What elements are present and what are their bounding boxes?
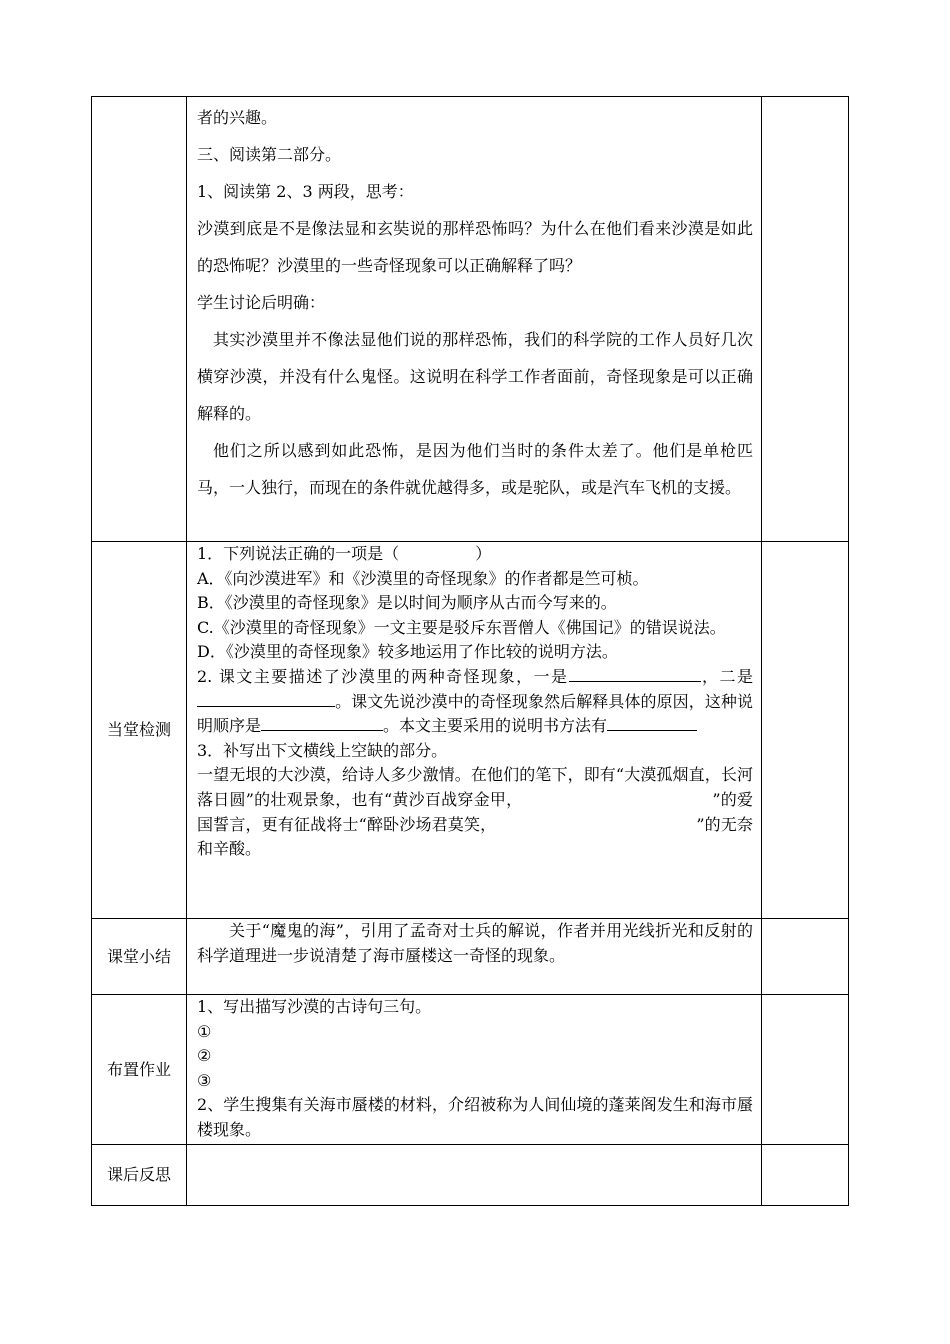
reading-line: 三、阅读第二部分。 <box>197 145 342 164</box>
homework-mark: ③ <box>197 1070 212 1090</box>
reading-content <box>187 97 762 542</box>
check-row <box>92 542 849 919</box>
homework-mark: ② <box>197 1046 212 1066</box>
homework-notes-cell <box>762 995 849 1145</box>
reflection-label: 课后反思 <box>92 1145 187 1206</box>
homework-item-2: 2、学生搜集有关海市蜃楼的材料，介绍被称为人间仙境的蓬莱阁发生和海市蜃楼现象。 <box>197 1095 753 1139</box>
check-notes-cell <box>762 542 849 919</box>
reading-line: 者的兴趣。 <box>197 108 278 127</box>
reading-line: 其实沙漠里并不像法显他们说的那样恐怖，我们的科学院的工作人员好几次横穿沙漠，并没有什么鬼怪。这说明在科学工作者面前，奇怪现象是可以正确解释的。 <box>197 330 753 423</box>
answer-blank[interactable] <box>197 690 335 707</box>
summary-label: 课堂小结 <box>92 919 187 995</box>
q3-stem: 3．补写出下文横线上空缺的部分。 <box>197 740 448 760</box>
q2-text: 2. 课文主要描述了沙漠里的两种奇怪现象，一是 ，二是。课文先说沙漠中的奇怪现象然后解释具体的原因，这种说明顺序是 。本文主要采用的说明书方法有 <box>197 666 753 736</box>
reading-line: 他们之所以感到如此恐怖，是因为他们当时的条件太差了。他们是单枪匹马，一人独行，而现在的条件就优越得多，或是驼队，或是汽车飞机的支援。 <box>197 441 753 497</box>
reading-line: 1、阅读第 2、3 两段，思考： <box>197 182 414 201</box>
reading-notes-cell <box>762 97 849 542</box>
summary-content <box>187 919 762 995</box>
summary-row <box>92 919 849 995</box>
reading-row <box>92 97 849 542</box>
reflection-row <box>92 1145 849 1206</box>
q1-option-c: C.《沙漠里的奇怪现象》一文主要是驳斥东晋僧人《佛国记》的错误说法。 <box>197 617 726 637</box>
homework-label: 布置作业 <box>92 995 187 1145</box>
reflection-content <box>187 1145 762 1206</box>
summary-notes-cell <box>762 919 849 995</box>
q1-option-b: B．《沙漠里的奇怪现象》是以时间为顺序从古而今写来的。 <box>197 593 617 613</box>
answer-blank[interactable] <box>261 714 383 731</box>
q1-stem: 1．下列说法正确的一项是（ ） <box>197 544 492 563</box>
answer-blank[interactable] <box>569 665 701 682</box>
homework-item-1: 1、写出描写沙漠的古诗句三句。 <box>197 997 432 1016</box>
answer-blank[interactable] <box>607 714 697 731</box>
check-label: 当堂检测 <box>92 542 187 919</box>
lesson-plan-table <box>91 96 849 1206</box>
reading-label-cell <box>92 97 187 542</box>
q1-option-a: A．《向沙漠进军》和《沙漠里的奇怪现象》的作者都是竺可桢。 <box>197 568 649 588</box>
homework-row <box>92 995 849 1145</box>
reading-line: 沙漠到底是不是像法显和玄奘说的那样恐怖吗？为什么在他们看来沙漠是如此的恐怖呢？沙漠里的一些奇怪现象可以正确解释了吗？ <box>197 219 753 275</box>
homework-mark: ① <box>197 1021 212 1041</box>
q3-text: 一望无垠的大沙漠，给诗人多少激情。在他们的笔下，即有“大漠孤烟直，长河落日圆”的壮观景象，也有“黄沙百战穿金甲， ”的爱国誓言，更有征战将士“醉卧沙场君莫笑， ”的无奈和辛酸。 <box>197 765 753 859</box>
check-content <box>187 542 762 919</box>
q1-option-d: D．《沙漠里的奇怪现象》较多地运用了作比较的说明方法。 <box>197 642 618 662</box>
summary-text: 关于“魔鬼的海”，引用了孟奇对士兵的解说，作者并用光线折光和反射的科学道理进一步说清楚了海市蜃楼这一奇怪的现象。 <box>197 921 753 965</box>
reading-line: 学生讨论后明确： <box>197 293 326 312</box>
homework-content <box>187 995 762 1145</box>
reflection-notes-cell <box>762 1145 849 1206</box>
